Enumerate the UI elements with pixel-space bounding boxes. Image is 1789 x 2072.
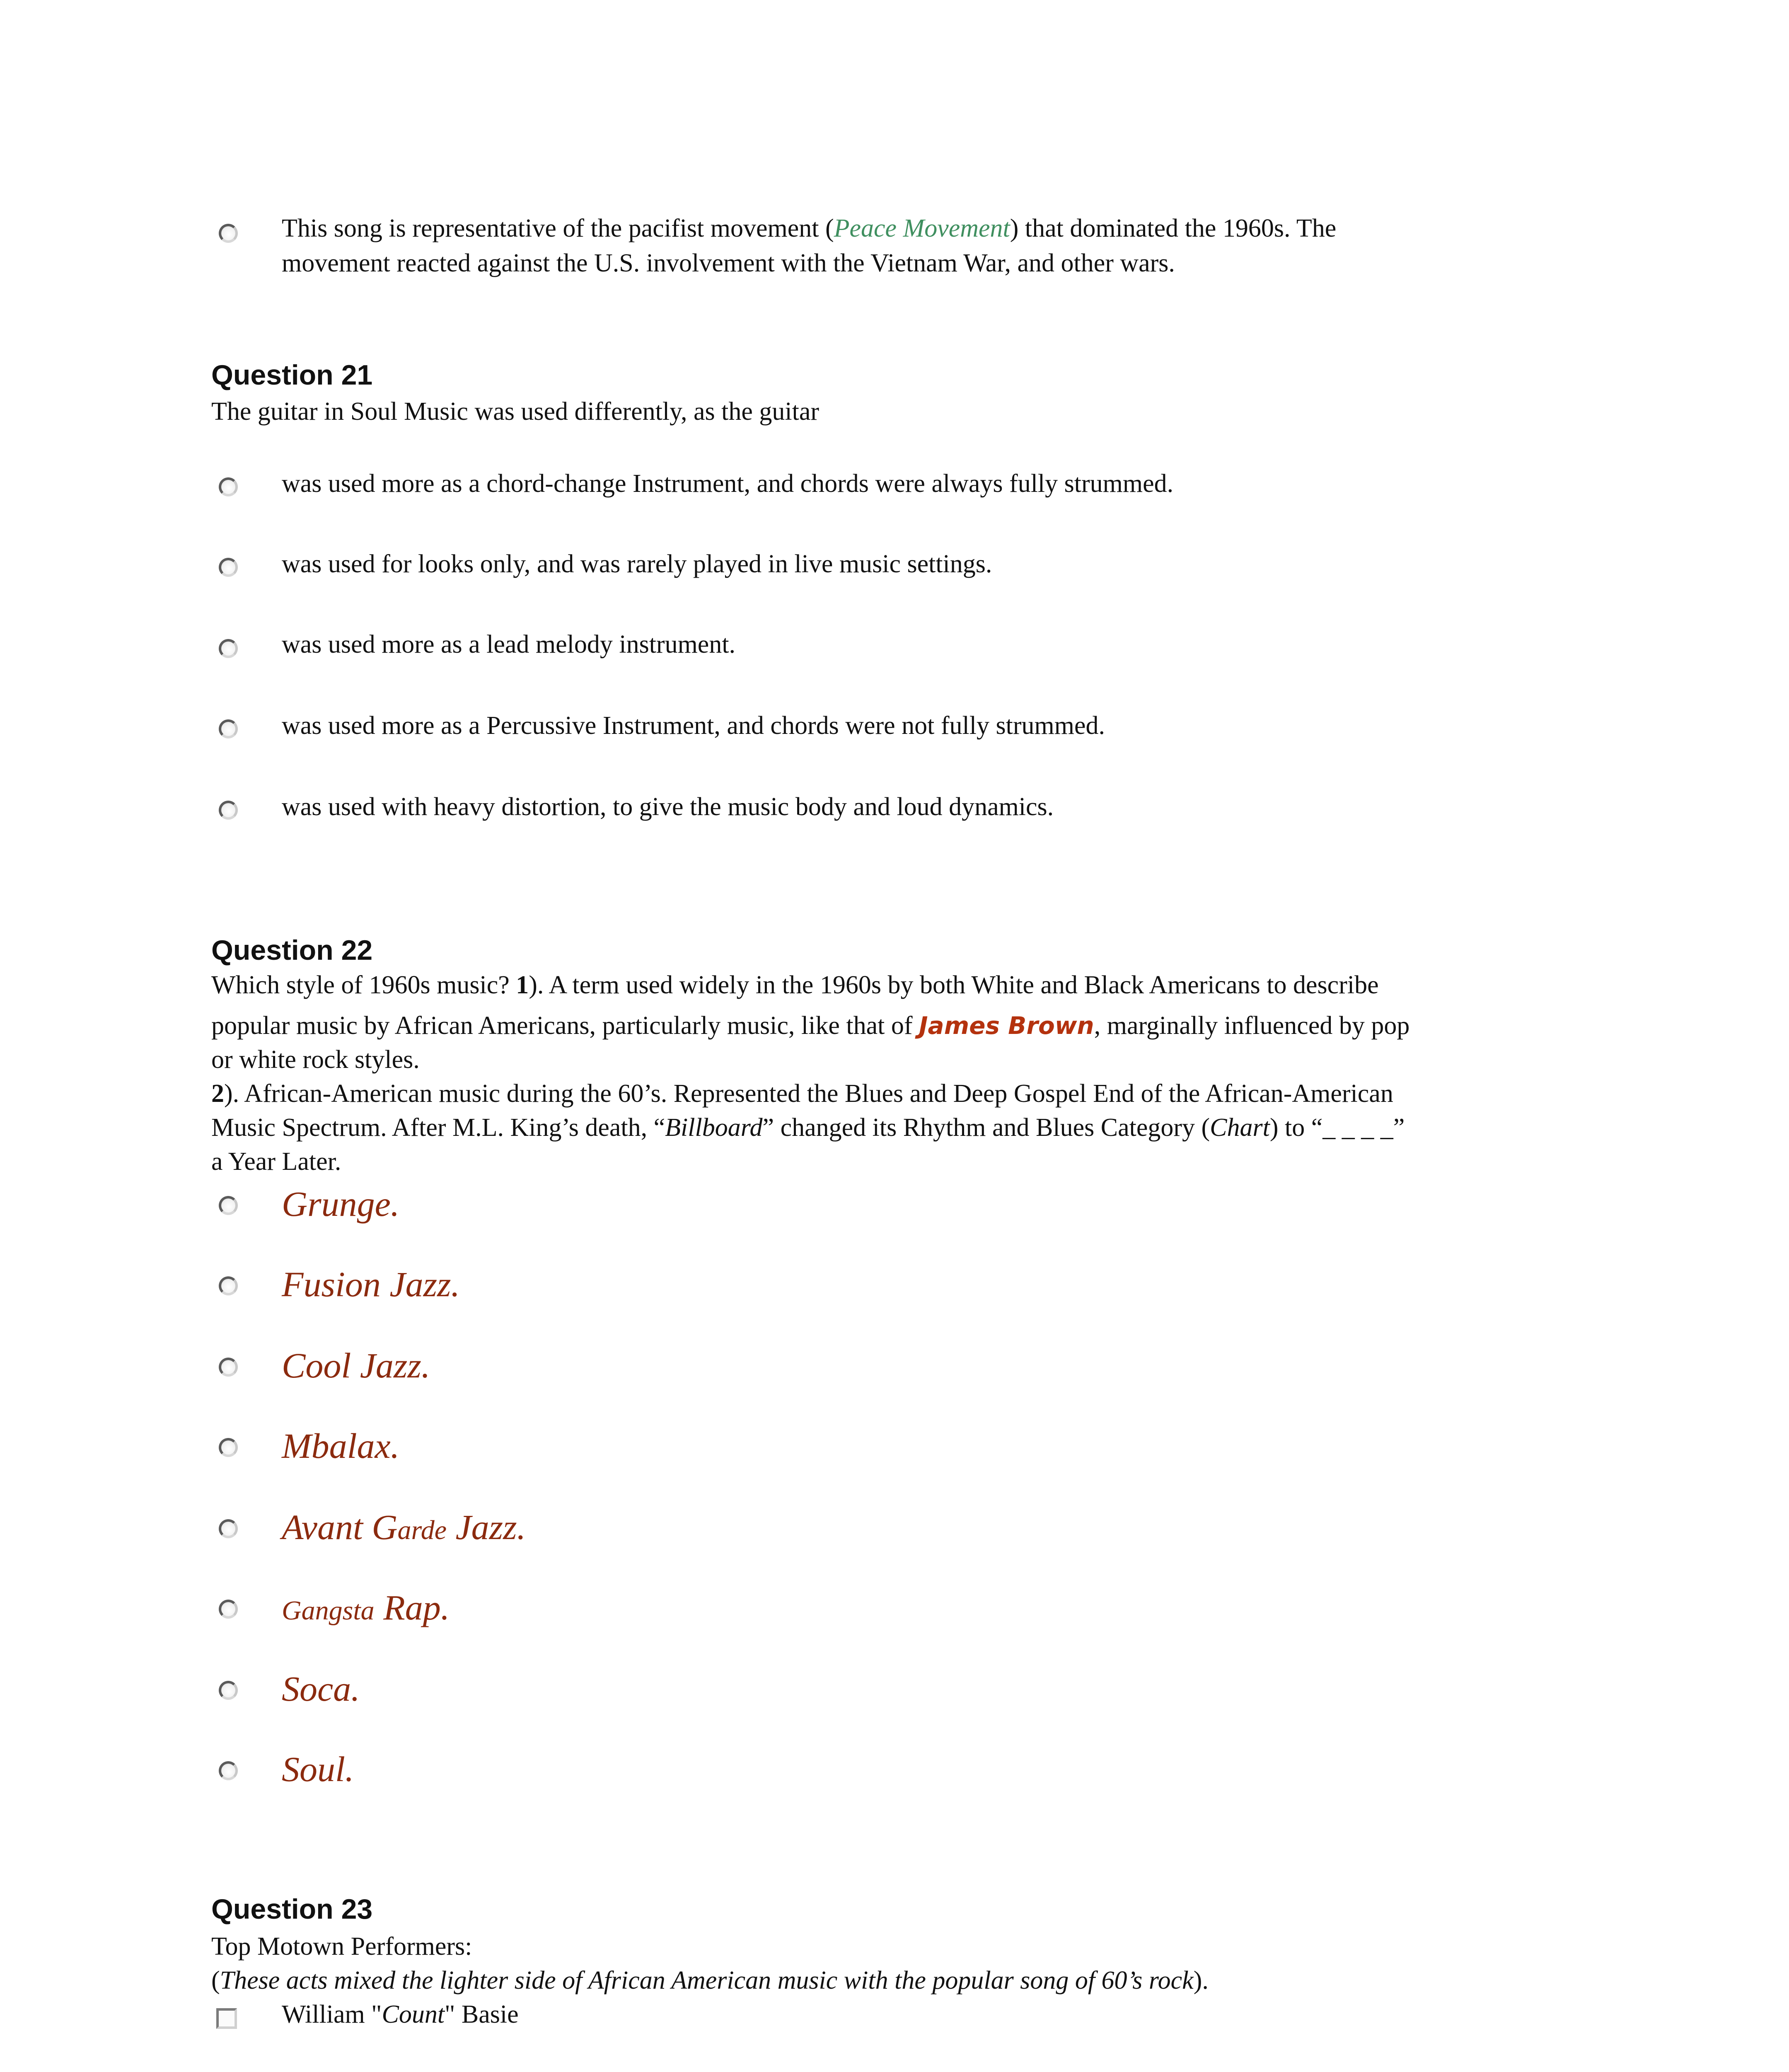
q20-option-text: This song is representative of the pacifist movement (Peace Movement) that dominated the 1960s. The	[282, 214, 1337, 242]
q22-option-soul-radio[interactable]	[219, 1761, 238, 1780]
q22-option-soul-label: Soul.	[282, 1749, 354, 1789]
q22-option-grunge-label: Grunge.	[282, 1184, 400, 1224]
peace-movement-text: Peace Movement	[834, 214, 1010, 242]
q22-option-cool-radio[interactable]	[219, 1358, 238, 1377]
q21-option-1-radio[interactable]	[219, 477, 238, 496]
q22-option-fusion-label: Fusion Jazz.	[282, 1264, 460, 1304]
q22-option-cool-label: Cool Jazz.	[282, 1346, 430, 1385]
question-21-title: Question 21	[211, 359, 373, 391]
q22-option-soca-radio[interactable]	[219, 1681, 238, 1700]
question-22-line-2: popular music by African Americans, particularly music, like that of James Brown, marginally influenced by pop	[211, 1012, 1410, 1040]
q23-option-1-label: William "Count" Basie	[282, 2000, 519, 2028]
q21-option-4-radio[interactable]	[219, 719, 238, 738]
question-22-line-1: Which style of 1960s music? 1). A term used widely in the 1960s by both White and Black Americans to describe	[211, 971, 1379, 999]
question-22-line-6: a Year Later.	[211, 1147, 341, 1176]
q22-option-avant-label: Avant Garde Jazz.	[282, 1507, 526, 1547]
q22-option-fusion-radio[interactable]	[219, 1276, 238, 1295]
q21-option-5-label: was used with heavy distortion, to give the music body and loud dynamics.	[282, 793, 1054, 821]
question-23-prompt: Top Motown Performers:	[211, 1932, 472, 1961]
q21-option-1-label: was used more as a chord-change Instrument, and chords were always fully strummed.	[282, 470, 1174, 498]
q22-option-grunge-radio[interactable]	[219, 1196, 238, 1215]
question-22-line-4: 2). African-American music during the 60’s. Represented the Blues and Deep Gospel End of the African-American	[211, 1080, 1393, 1108]
q22-option-mbalax-label: Mbalax.	[282, 1426, 400, 1466]
q20-option-text-line2: movement reacted against the U.S. involvement with the Vietnam War, and other wars.	[282, 249, 1175, 277]
q22-option-mbalax-radio[interactable]	[219, 1438, 238, 1457]
q21-option-3-label: was used more as a lead melody instrument.	[282, 630, 736, 658]
q21-option-3-radio[interactable]	[219, 639, 238, 658]
question-23-note: (These acts mixed the lighter side of African American music with the popular song of 60’s rock).	[211, 1966, 1209, 1995]
q21-option-5-radio[interactable]	[219, 801, 238, 820]
q21-option-2-label: was used for looks only, and was rarely played in live music settings.	[282, 550, 992, 578]
q23-option-1-checkbox[interactable]	[216, 2008, 237, 2029]
q20-option-radio[interactable]	[219, 224, 238, 243]
question-21-prompt: The guitar in Soul Music was used differently, as the guitar	[211, 397, 820, 426]
question-22-line-5: Music Spectrum. After M.L. King’s death, “Billboard” changed its Rhythm and Blues Category (Chart) to “_ _ _ _”	[211, 1113, 1405, 1142]
question-23-title: Question 23	[211, 1893, 373, 1925]
james-brown-text: James Brown	[919, 1012, 1094, 1040]
question-22-line-3: or white rock styles.	[211, 1046, 420, 1074]
question-22-title: Question 22	[211, 934, 373, 966]
q22-option-gangsta-label: Gangsta Rap.	[282, 1588, 450, 1627]
q22-option-gangsta-radio[interactable]	[219, 1600, 238, 1619]
q22-option-avant-radio[interactable]	[219, 1519, 238, 1538]
q21-option-2-radio[interactable]	[219, 558, 238, 577]
q21-option-4-label: was used more as a Percussive Instrument, and chords were not fully strummed.	[282, 712, 1105, 740]
q22-option-soca-label: Soca.	[282, 1669, 360, 1709]
